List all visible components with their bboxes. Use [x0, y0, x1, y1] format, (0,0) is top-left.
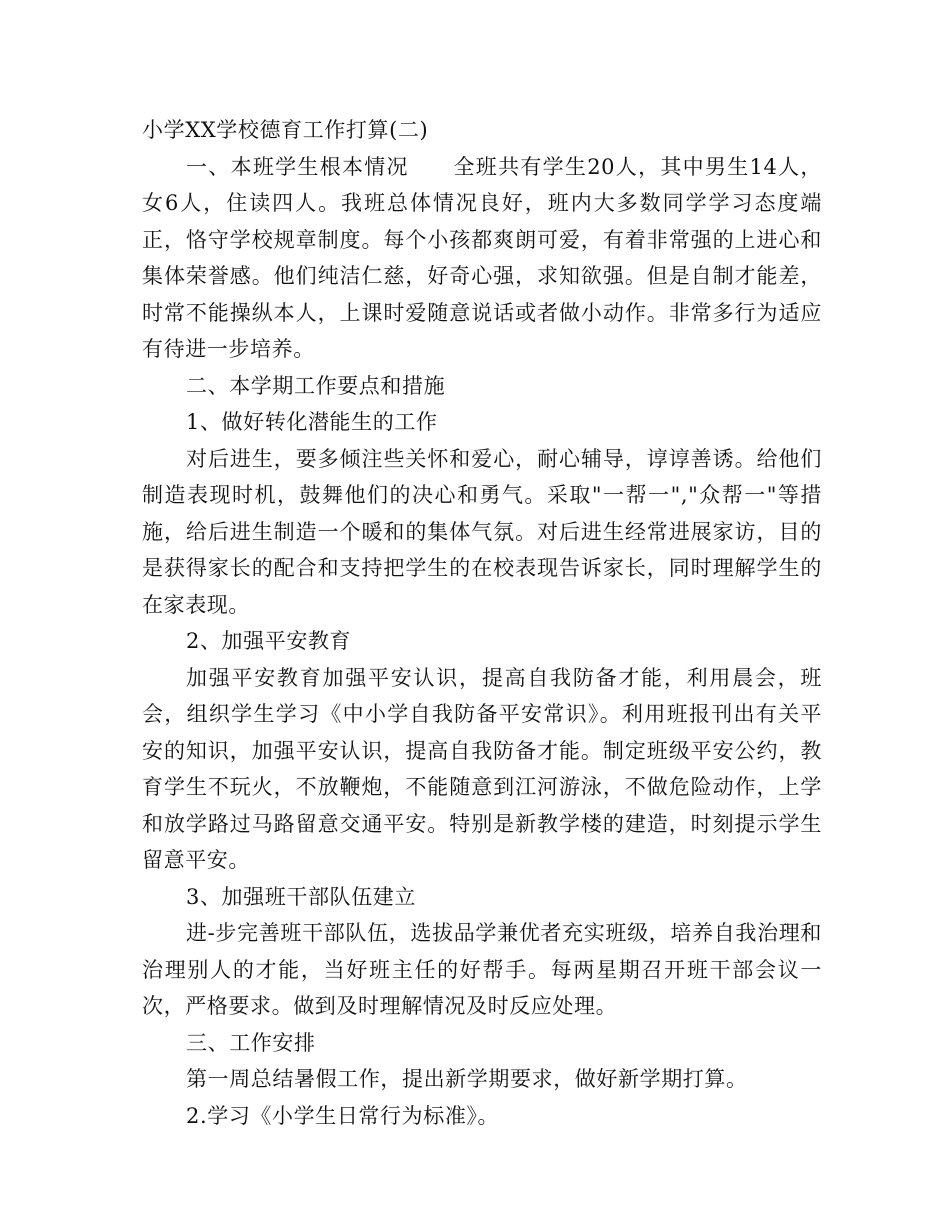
- item-2-heading: 2、加强平安教育: [186, 629, 352, 653]
- document-title: 小学XX学校德育工作打算(二): [142, 118, 429, 142]
- section-1-paragraph: [142, 149, 822, 368]
- document-body: [142, 112, 822, 1134]
- section-2-heading: 二、本学期工作要点和措施: [186, 373, 446, 398]
- item-2-text: 加强平安教育加强平安认识，提高自我防备才能，利用晨会，班会，组织学生学习《中小学自我防备平安常识》。利用班报刊出有关平安的知识，加强平安认识，提高自我防备才能。制定班级平安公约，教育学生不玩火，不放鞭炮，不能随意到江河游泳，不做危险动作，上学和放学路过马路留意交通平安。特别是新教学楼的建造，时刻提示学生留意平安。: [142, 665, 822, 872]
- item-1-heading: 1、做好转化潜能生的工作: [186, 410, 438, 434]
- section-3-heading: 三、工作安排: [186, 1030, 316, 1055]
- section-3-line-2: 2.学习《小学生日常行为标准》。: [186, 1103, 500, 1128]
- section-3-line-1: 第一周总结暑假工作，提出新学期要求，做好新学期打算。: [186, 1067, 748, 1091]
- item-3-text: 进-步完善班干部队伍，选拔品学兼优者充实班级，培养自我治理和治理别人的才能，当好班主任的好帮手。每两星期召开班干部会议一次，严格要求。做到及时理解情况及时反应处理。: [142, 921, 822, 1018]
- section-1-text: 全班共有学生20人，其中男生14人，女6人，住读四人。我班总体情况良好，班内大多数同学学习态度端正，恪守学校规章制度。每个小孩都爽朗可爱，有着非常强的上进心和集体荣誉感。他们纯洁仁慈，好奇心强，求知欲强。但是自制才能差，时常不能操纵本人，上课时爱随意说话或者做小动作。非常多行为适应有待进一步培养。: [142, 154, 822, 361]
- item-3-heading: 3、加强班干部队伍建立: [186, 884, 416, 909]
- section-1-heading: 一、本班学生根本情况: [186, 154, 409, 179]
- item-1-text: 对后进生，要多倾注些关怀和爱心，耐心辅导，谆谆善诱。给他们制造表现时机，鼓舞他们的决心和勇气。采取"一帮一","众帮一"等措施，给后进生制造一个暖和的集体气氛。对后进生经常进展家访，目的是获得家长的配合和支持把学生的在校表现告诉家长，同时理解学生的在家表现。: [142, 446, 822, 617]
